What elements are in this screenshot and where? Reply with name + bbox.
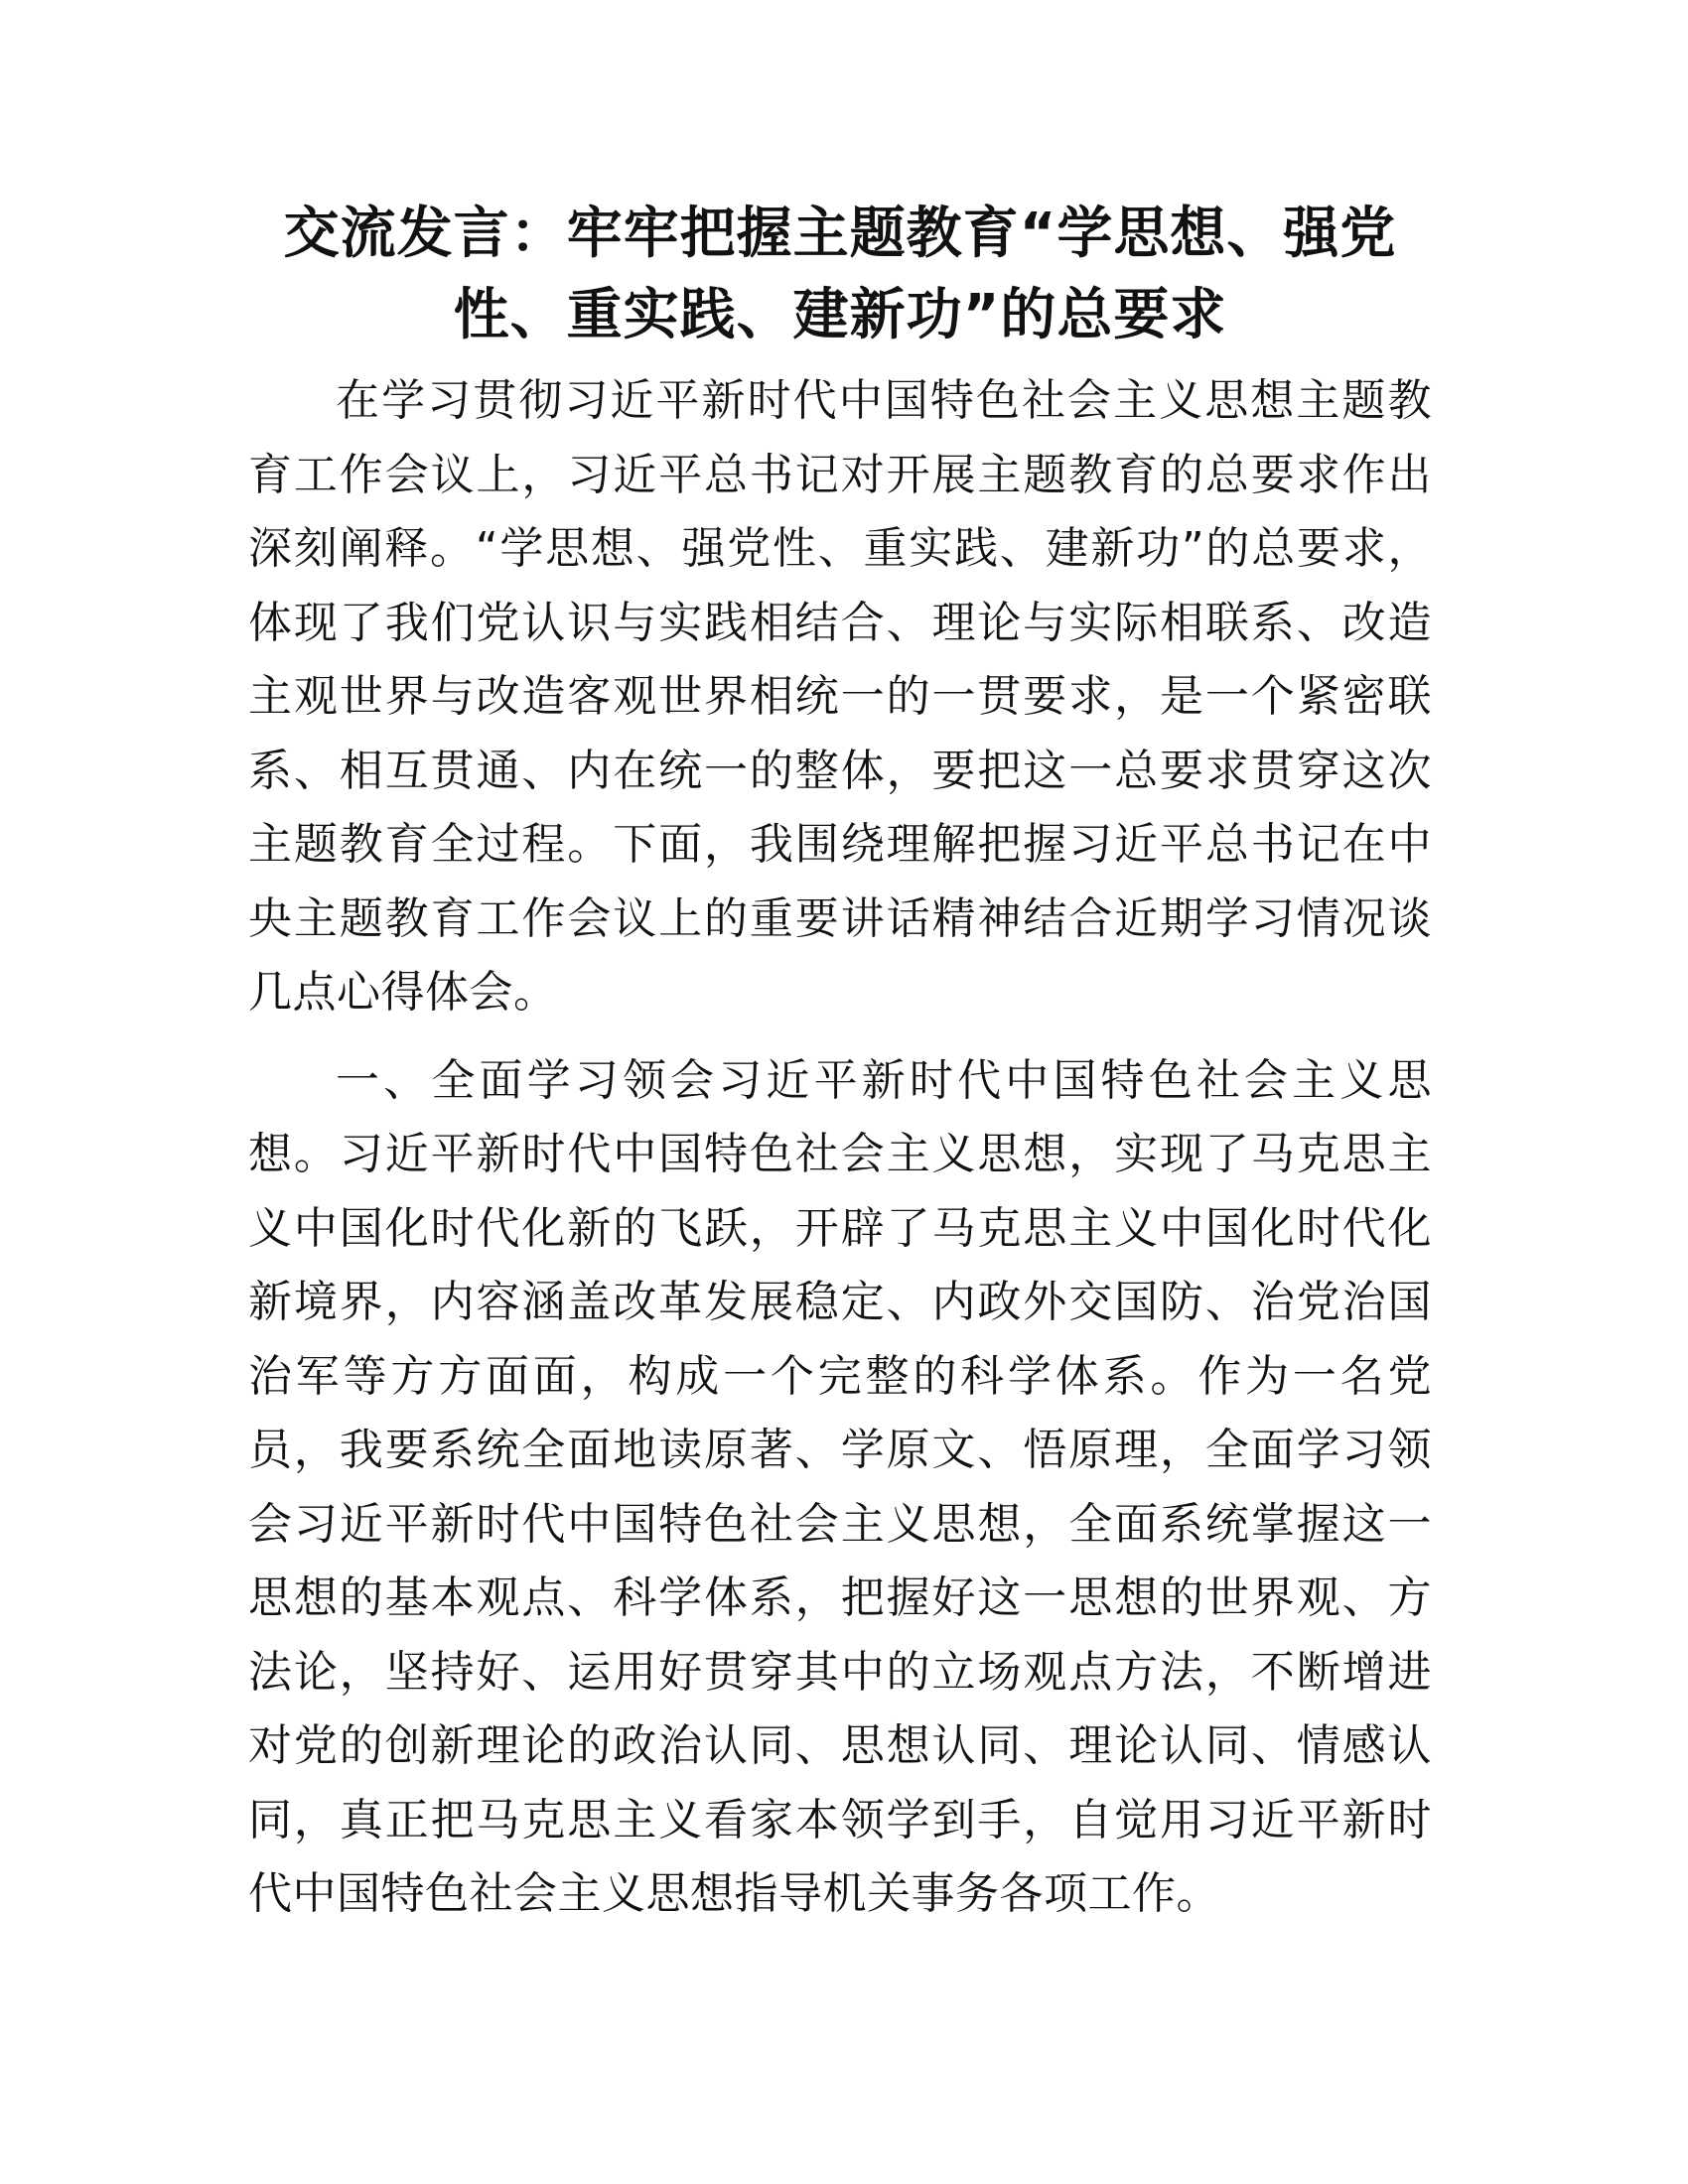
document-body — [248, 364, 1432, 1932]
document-content — [248, 194, 1432, 1932]
paragraph-section-one: 一、全面学习领会习近平新时代中国特色社会主义思想。习近平新时代中国特色社会主义思想，实现了马克思主义中国化时代化新的飞跃，开辟了马克思主义中国化时代化新境界，内容涵盖改革发展稳定、内政外交国防、治党治国治军等方方面面，构成一个完整的科学体系。作为一名党员，我要系统全面地读原著、学原文、悟原理，全面学习领会习近平新时代中国特色社会主义思想，全面系统掌握这一思想的基本观点、科学体系，把握好这一思想的世界观、方法论，坚持好、运用好贯穿其中的立场观点方法，不断增进对党的创新理论的政治认同、思想认同、理论认同、情感认同，真正把马克思主义看家本领学到手，自觉用习近平新时代中国特色社会主义思想指导机关事务各项工作。 — [248, 1054, 1432, 1919]
paragraph-intro: 在学习贯彻习近平新时代中国特色社会主义思想主题教育工作会议上，习近平总书记对开展主题教育的总要求作出深刻阐释。“学思想、强党性、重实践、建新功”的总要求，体现了我们党认识与实践相结合、理论与实际相联系、改造主观世界与改造客观世界相统一的一贯要求，是一个紧密联系、相互贯通、内在统一的整体，要把这一总要求贯穿这次主题教育全过程。下面，我围绕理解把握习近平总书记在中央主题教育工作会议上的重要讲话精神结合近期学习情况谈几点心得体会。 — [248, 375, 1432, 1018]
document-title-line-2: 性、重实践、建新功”的总要求 — [453, 283, 1227, 347]
document-title — [248, 194, 1432, 356]
document-title-line-1: 交流发言：牢牢把握主题教育“学思想、强党 — [283, 202, 1397, 266]
